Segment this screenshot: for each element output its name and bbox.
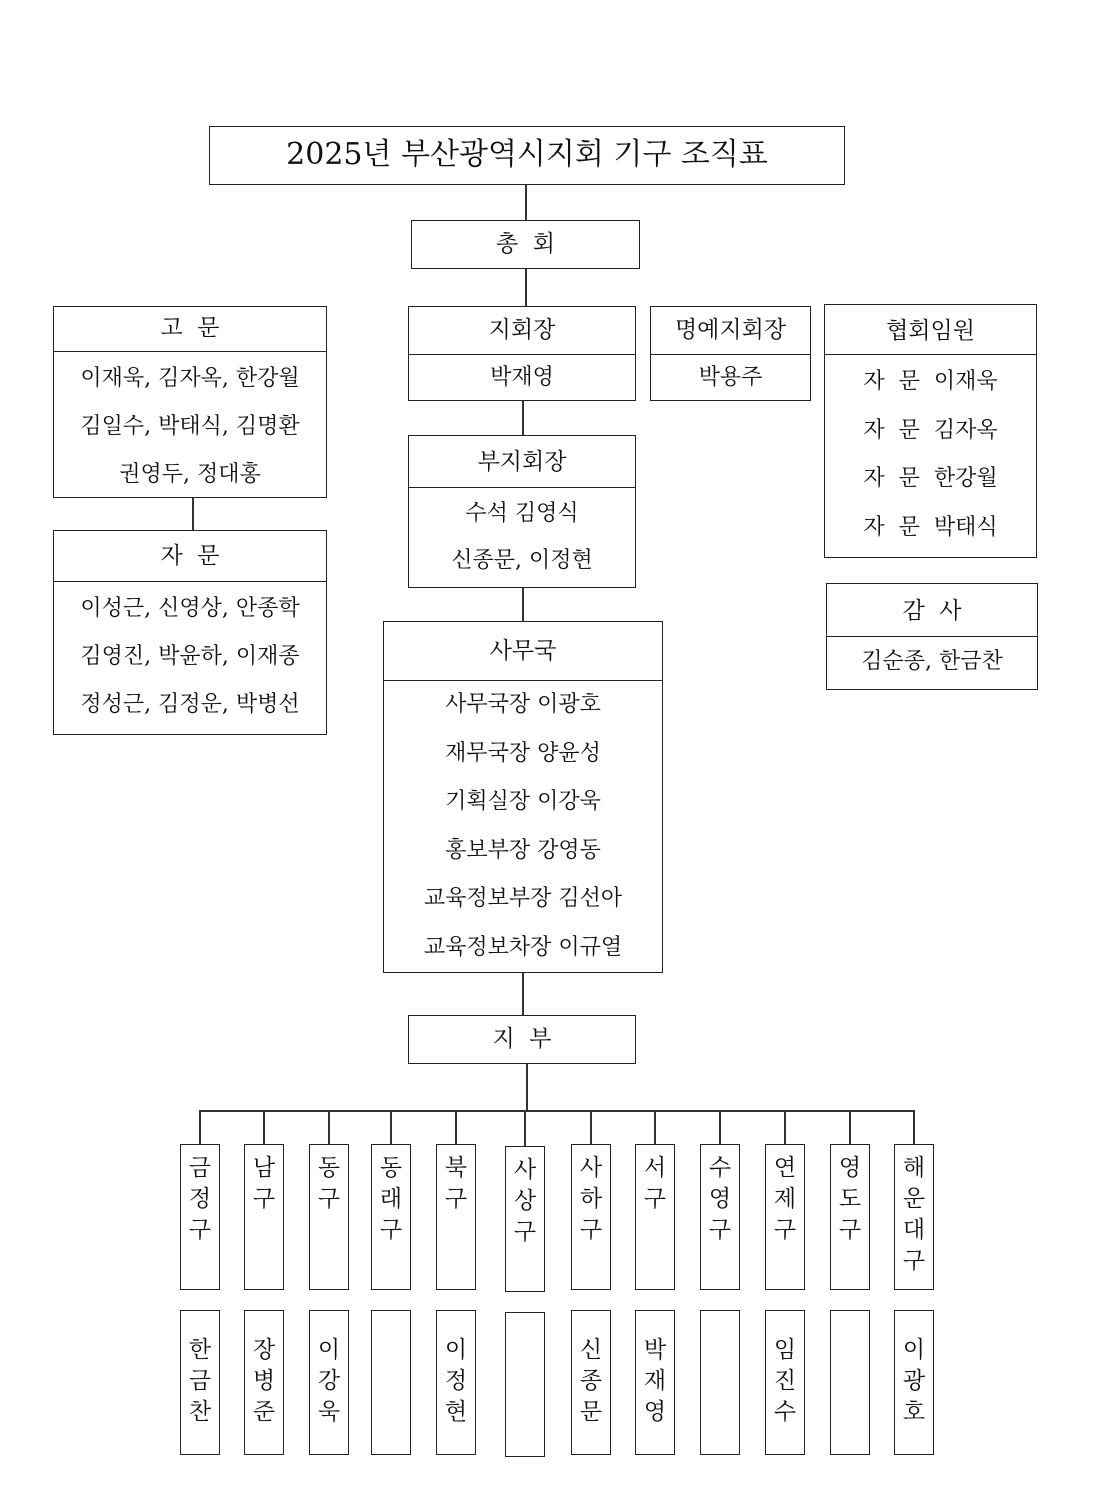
branch-district-char: 영 [708,1186,732,1212]
branch-district-char: 사 [513,1157,537,1183]
branch-head-box [571,1310,611,1455]
branch-head-box [894,1310,934,1455]
branch-connector [654,1110,656,1145]
branch-head-char: 정 [444,1368,468,1394]
president-header: 지회장 [409,307,635,355]
branch-head-char: 진 [773,1368,797,1394]
branch-head-char: 수 [773,1399,797,1425]
vice-president-box [408,435,636,588]
association-officers-box [824,304,1037,558]
vice-president-line: 신종문, 이정현 [451,548,593,573]
branch-head-box [309,1310,349,1455]
connector-title-assembly [525,185,527,221]
advisors-header: 고 문 [54,307,326,352]
vice-president-line: 수석 김영식 [465,501,579,526]
branch-district-char: 제 [773,1186,797,1212]
branch-head-char: 강 [317,1368,341,1394]
president-name: 박재영 [490,365,554,390]
branch-district-box [700,1144,740,1290]
branch-head-char: 이 [317,1337,341,1363]
branch-head-char: 종 [579,1368,603,1394]
secretariat-line: 교육정보차장 이규열 [423,934,623,960]
branch-connector [199,1110,201,1145]
branch-district-box [309,1144,349,1290]
branches-header: 지 부 [492,1026,552,1052]
branch-district-char: 동 [379,1155,403,1181]
branch-district-char: 서 [643,1155,667,1181]
connector-branch-bus [526,1063,528,1111]
secretariat-line: 교육정보부장 김선아 [423,886,623,911]
branch-head-box [505,1312,545,1457]
branch-head-char: 병 [252,1368,276,1394]
advisors-line: 권영두, 정대홍 [119,462,261,487]
connector-secretariat-branch [522,972,524,1016]
branch-district-char: 영 [838,1155,862,1181]
consultants-line: 이성근, 신영상, 안종학 [80,596,300,621]
branch-district-char: 도 [838,1186,862,1212]
branch-district-char: 구 [579,1217,603,1243]
connector-vice-secretariat [522,587,524,621]
association-officer-line: 자 문 이재욱 [863,369,998,394]
consultants-line: 정성근, 김정운, 박병선 [80,692,300,717]
branch-connector [590,1110,592,1145]
branch-district-char: 구 [444,1186,468,1212]
branch-district-char: 북 [444,1155,468,1181]
branch-head-char: 박 [643,1337,667,1363]
general-assembly-label: 총 회 [495,231,556,257]
branch-district-char: 구 [643,1186,667,1212]
advisors-line: 김일수, 박태식, 김명환 [80,414,300,439]
branch-district-char: 구 [188,1217,212,1243]
president-box [408,306,636,401]
branch-district-box [505,1146,545,1292]
branch-head-char: 임 [773,1337,797,1363]
branch-head-char: 재 [643,1368,667,1394]
connector-president-vice [522,400,524,435]
chart-title: 2025년 부산광역시지회 기구 조직표 [209,126,845,185]
secretariat-line: 홍보부장 강영동 [445,837,601,863]
secretariat-line: 기획실장 이강욱 [445,789,601,814]
branch-head-box [244,1310,284,1455]
branch-district-char: 사 [579,1155,603,1181]
vice-president-header: 부지회장 [409,436,635,488]
consultants-header: 자 문 [54,531,326,582]
branch-head-box [765,1310,805,1455]
branch-district-char: 동 [317,1155,341,1181]
branch-head-char: 신 [579,1337,603,1363]
branch-district-char: 구 [513,1219,537,1245]
auditors-names: 김순종, 한금찬 [861,649,1003,674]
branch-head-box [700,1310,740,1455]
consultants-box [53,530,327,735]
branch-head-box [436,1310,476,1455]
branch-district-char: 금 [188,1155,212,1181]
branch-head-char: 문 [579,1399,603,1425]
branch-district-char: 해 [902,1155,926,1181]
branch-head-char: 준 [252,1399,276,1425]
branch-district-box [894,1144,934,1290]
branch-head-char: 영 [643,1399,667,1425]
advisors-box [53,306,327,498]
branch-head-box [180,1310,220,1455]
branch-district-char: 구 [773,1217,797,1243]
branch-district-char: 구 [252,1186,276,1212]
secretariat-header: 사무국 [384,622,662,681]
branch-head-box [635,1310,675,1455]
association-officers-header: 협회임원 [825,305,1036,355]
branch-district-box [765,1144,805,1290]
branch-district-box [436,1144,476,1290]
branch-head-char: 한 [188,1337,212,1363]
branch-connector [455,1110,457,1145]
branch-district-char: 대 [902,1217,926,1243]
association-officer-line: 자 문 김자옥 [863,417,998,443]
connector-assembly-president [525,268,527,307]
branch-district-box [571,1144,611,1290]
branches-header-box [408,1015,636,1064]
general-assembly-box [411,220,640,269]
association-officer-line: 자 문 박태식 [863,514,998,540]
branch-district-char: 정 [188,1186,212,1212]
branch-connector [849,1110,851,1145]
connector-advisors-consultants [192,497,194,531]
branch-connector [328,1110,330,1145]
branch-district-box [635,1144,675,1290]
branch-connector [263,1110,265,1145]
branch-district-char: 수 [708,1155,732,1181]
branch-head-char: 찬 [188,1399,212,1425]
branch-district-char: 상 [513,1188,537,1214]
branch-district-box [244,1144,284,1290]
honorary-president-name: 박용주 [698,365,763,390]
branch-district-char: 운 [902,1186,926,1212]
advisors-line: 이재욱, 김자옥, 한강월 [80,366,300,391]
auditors-box [826,583,1038,690]
branch-district-box [371,1144,411,1290]
branch-district-box [830,1144,870,1290]
branch-connector [719,1110,721,1145]
branch-district-char: 래 [379,1186,403,1212]
branch-district-box [180,1144,220,1290]
branch-head-char: 광 [902,1368,926,1394]
branch-head-char: 호 [902,1399,926,1425]
honorary-president-header: 명예지회장 [651,307,810,355]
branch-connector [524,1110,526,1147]
branch-district-char: 구 [708,1217,732,1243]
branch-head-char: 현 [444,1399,468,1425]
branch-district-char: 구 [838,1217,862,1243]
secretariat-line: 사무국장 이광호 [445,692,601,717]
branch-bus-line [199,1110,915,1112]
branch-head-char: 장 [252,1337,276,1363]
secretariat-box [383,621,663,973]
branch-district-char: 구 [379,1217,403,1243]
branch-district-char: 구 [317,1186,341,1212]
branch-head-box [830,1310,870,1455]
association-officer-line: 자 문 한강월 [863,466,998,491]
branch-district-char: 하 [579,1186,603,1212]
branch-head-char: 금 [188,1368,212,1394]
branch-head-box [371,1310,411,1455]
branch-head-char: 이 [902,1337,926,1363]
auditors-header: 감 사 [827,584,1037,637]
branch-connector [390,1110,392,1145]
branch-connector [784,1110,786,1145]
branch-district-char: 구 [902,1248,926,1274]
consultants-line: 김영진, 박윤하, 이재종 [80,644,300,669]
branch-district-char: 남 [252,1155,276,1181]
branch-connector [913,1110,915,1145]
secretariat-line: 재무국장 양윤성 [445,740,601,766]
branch-head-char: 이 [444,1337,468,1363]
honorary-president-box [650,306,811,401]
branch-district-char: 연 [773,1155,797,1181]
branch-head-char: 욱 [317,1399,341,1425]
